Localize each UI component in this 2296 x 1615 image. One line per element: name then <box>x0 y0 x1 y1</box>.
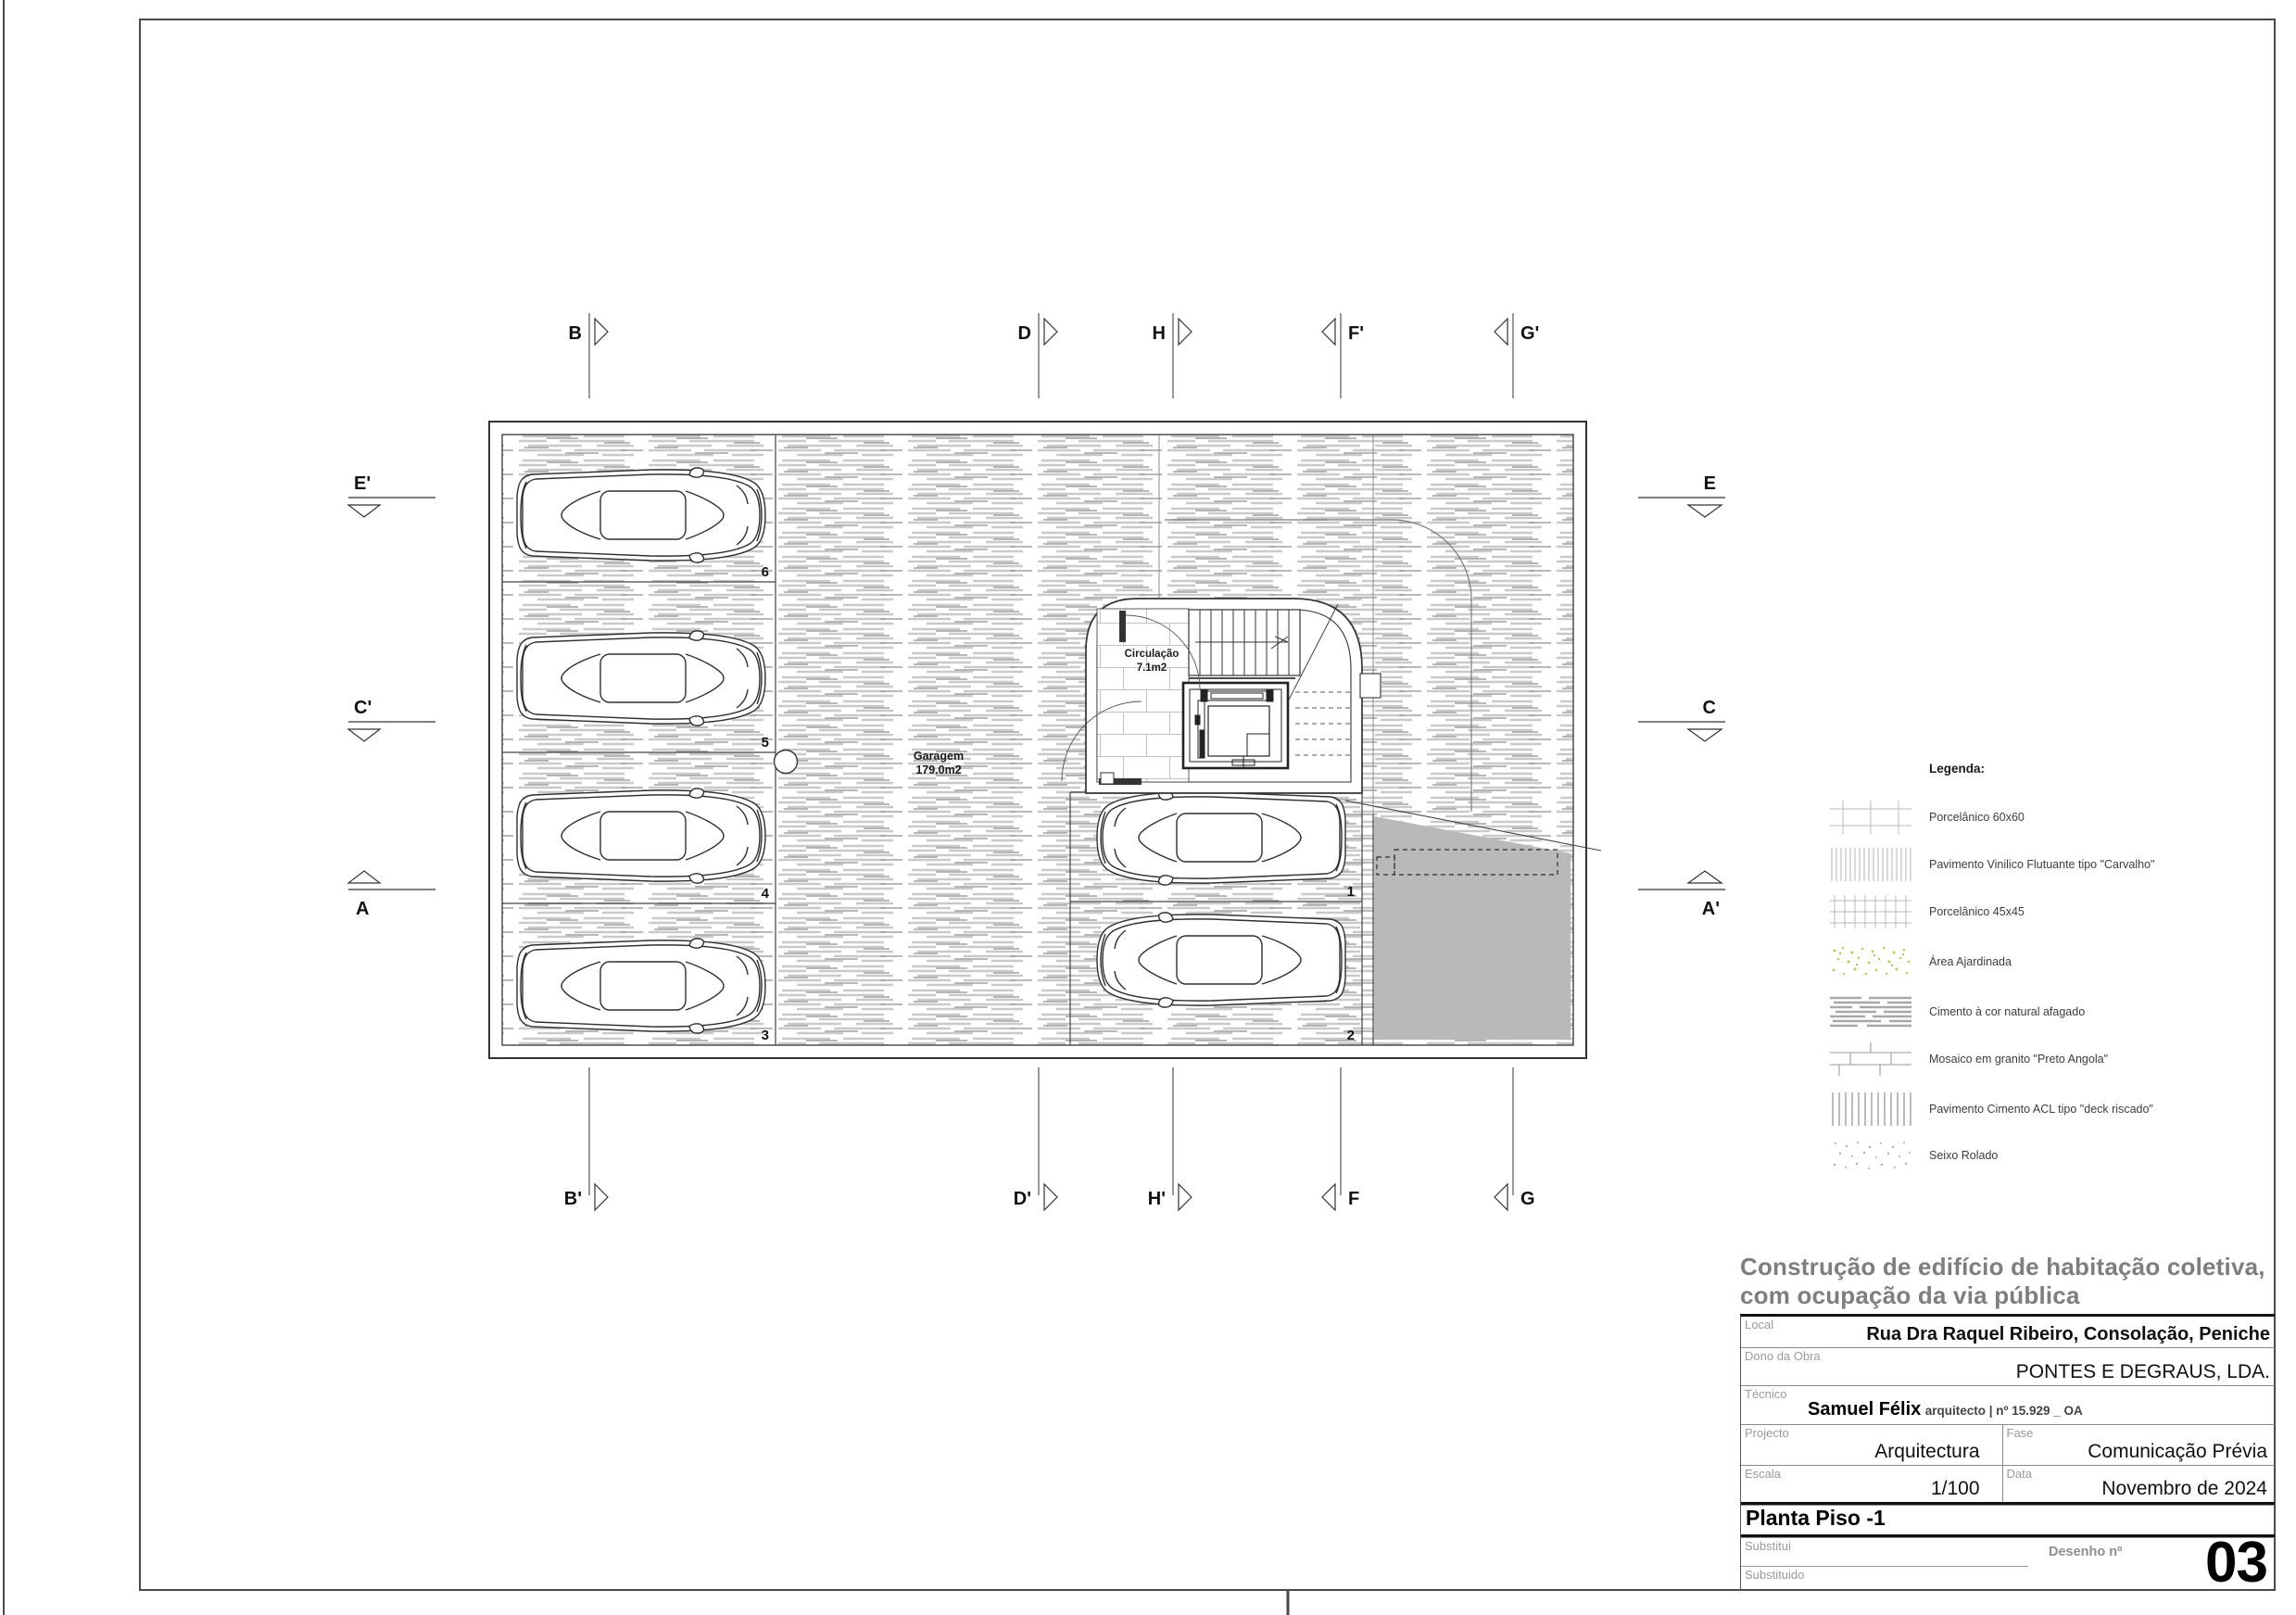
legend-title: Legenda: <box>1929 762 1986 776</box>
legend-item <box>1818 1139 1998 1172</box>
section-arrow-icon <box>1688 871 1722 883</box>
elevator <box>1183 683 1288 768</box>
legend-item <box>1818 848 2155 881</box>
section-arrow-icon <box>348 505 380 517</box>
scale-label: Escala <box>1745 1467 1782 1481</box>
legend-item-label: Seixo Rolado <box>1929 1149 1999 1162</box>
project-phase-row <box>1741 1424 2275 1465</box>
date-cell <box>2002 1466 2275 1502</box>
section-label-G2: G' <box>1520 323 1540 344</box>
section-arrow-icon <box>595 1184 1192 1210</box>
car-space-6 <box>517 468 765 562</box>
scale-value: 1/100 <box>1930 1478 1980 1499</box>
technician-label: Técnico <box>1745 1387 1787 1401</box>
scale-date-row <box>1741 1465 2275 1505</box>
space-number-4: 4 <box>761 886 769 902</box>
section-arrow-icon <box>1688 505 1722 517</box>
section-label-F2: F' <box>1348 323 1364 344</box>
car-space-1 <box>1097 790 1345 885</box>
door-jamb <box>1101 773 1114 784</box>
replaces-label: Substitui <box>1745 1539 1791 1553</box>
space-number-6: 6 <box>761 564 769 580</box>
legend-item-label: Pavimento Cimento ACL tipo "deck riscado" <box>1929 1103 2153 1116</box>
legend-item <box>1818 945 2012 978</box>
section-label-E: E <box>1703 473 1716 494</box>
local-row <box>1741 1317 2275 1347</box>
project-cell <box>1741 1425 2002 1465</box>
owner-value: PONTES E DEGRAUS, LDA. <box>2015 1361 2270 1382</box>
section-label-G: G <box>1520 1189 1535 1209</box>
drawing-number-label: Desenho nº <box>2049 1545 2123 1559</box>
scale-cell <box>1741 1466 2002 1502</box>
project-value: Arquitectura <box>1874 1441 1980 1462</box>
car-space-4 <box>517 789 765 883</box>
wall-recess <box>1360 674 1381 698</box>
section-label-D2: D' <box>1013 1189 1031 1209</box>
technician-row <box>1741 1385 2275 1424</box>
space-number-3: 3 <box>761 1028 769 1043</box>
section-label-C: C <box>1702 698 1716 718</box>
legend-item-label: Porcelânico 60x60 <box>1929 811 2025 824</box>
circulation-label: Circulação <box>1124 649 1180 660</box>
section-label-H2: H' <box>1147 1189 1166 1209</box>
garden-speckle-swatch-icon <box>1830 945 1911 978</box>
section-label-F: F <box>1348 1189 1360 1209</box>
structural-column <box>775 751 798 774</box>
section-label-A: A <box>356 899 370 919</box>
local-label: Local <box>1745 1318 1774 1331</box>
date-value: Novembro de 2024 <box>2101 1478 2267 1499</box>
owner-label: Dono da Obra <box>1745 1349 1821 1363</box>
date-label: Data <box>2006 1467 2032 1481</box>
section-markers-bottom <box>564 1067 1535 1210</box>
title-block <box>1740 1253 2275 1595</box>
grid-dense-swatch-icon <box>1830 895 1911 928</box>
car-space-5 <box>517 631 765 725</box>
garage-area-label: 179.0m2 <box>915 763 962 776</box>
section-markers-right <box>1638 473 1725 919</box>
car-space-3 <box>517 939 765 1033</box>
door-leaf <box>1119 611 1126 642</box>
phase-label: Fase <box>2006 1426 2034 1440</box>
legend-item <box>1818 1042 2108 1076</box>
section-arrow-icon <box>595 319 1192 345</box>
deck-lines-swatch-icon <box>1830 1092 1911 1126</box>
section-label-A2: A' <box>1701 899 1720 919</box>
legend-item-label: Porcelânico 45x45 <box>1929 905 2025 918</box>
technician-name: Samuel Félix <box>1808 1399 1922 1419</box>
section-arrow-icon <box>348 871 380 883</box>
granite-mosaic-swatch-icon <box>1830 1042 1911 1076</box>
circulation-area-label: 7.1m2 <box>1136 662 1167 674</box>
pebble-speckle-swatch-icon <box>1830 1139 1911 1172</box>
car-space-2 <box>1097 913 1345 1007</box>
legend-item <box>1818 1092 2153 1126</box>
legend-item-label: Área Ajardinada <box>1929 955 2012 968</box>
space-number-2: 2 <box>1346 1028 1355 1043</box>
legend-item <box>1818 801 2025 834</box>
sheet-title: Planta Piso -1 <box>1746 1506 1886 1530</box>
section-label-D: D <box>1017 323 1031 344</box>
space-number-1: 1 <box>1346 884 1355 900</box>
space-number-5: 5 <box>761 735 769 751</box>
section-markers-left <box>348 473 435 919</box>
section-arrow-icon <box>348 729 380 741</box>
divider <box>1741 1566 2028 1567</box>
grid-sparse-swatch-icon <box>1830 801 1911 834</box>
sheet-title-row <box>1741 1505 2275 1537</box>
legend-item-label: Pavimento Vinilico Flutuante tipo "Carvalho" <box>1929 858 2155 871</box>
garage-plan <box>489 422 1601 1058</box>
vertical-lines-swatch-icon <box>1830 848 1911 881</box>
section-label-B: B <box>568 323 582 344</box>
legend-item-label: Cimento à cor natural afagado <box>1929 1005 2086 1018</box>
project-title-line1: Construção de edifício de habitação coletiva, <box>1740 1253 2265 1281</box>
local-value: Rua Dra Raquel Ribeiro, Consolação, Peniche <box>1866 1324 2270 1344</box>
legend-item <box>1818 895 2025 928</box>
section-markers-top <box>569 313 1540 398</box>
section-label-E2: E' <box>354 473 372 494</box>
owner-row <box>1741 1347 2275 1385</box>
cement-streaks-swatch-icon <box>1830 995 1911 1028</box>
revision-row <box>1741 1531 2275 1595</box>
section-arrow-icon <box>1688 729 1722 741</box>
circulation-floor <box>1097 609 1189 782</box>
section-label-C2: C' <box>354 698 372 718</box>
technician-credentials: arquitecto | nº 15.929 _ OA <box>1924 1404 2083 1418</box>
project-title <box>1740 1253 2275 1314</box>
project-title-line2: com ocupação da via pública <box>1740 1281 2080 1309</box>
circulation-block <box>1062 599 1381 793</box>
garage-label: Garagem <box>913 750 965 763</box>
phase-value: Comunicação Prévia <box>2088 1441 2267 1462</box>
project-label: Projecto <box>1745 1426 1789 1440</box>
section-label-B2: B' <box>563 1189 582 1209</box>
section-label-H: H <box>1152 323 1166 344</box>
legend-item <box>1818 995 2085 1028</box>
replaced-label: Substituido <box>1745 1568 1805 1582</box>
drawing-number-value: 03 <box>2205 1531 2267 1595</box>
legend-item-label: Mosaico em granito "Preto Angola" <box>1929 1053 2109 1066</box>
phase-cell <box>2002 1425 2275 1465</box>
